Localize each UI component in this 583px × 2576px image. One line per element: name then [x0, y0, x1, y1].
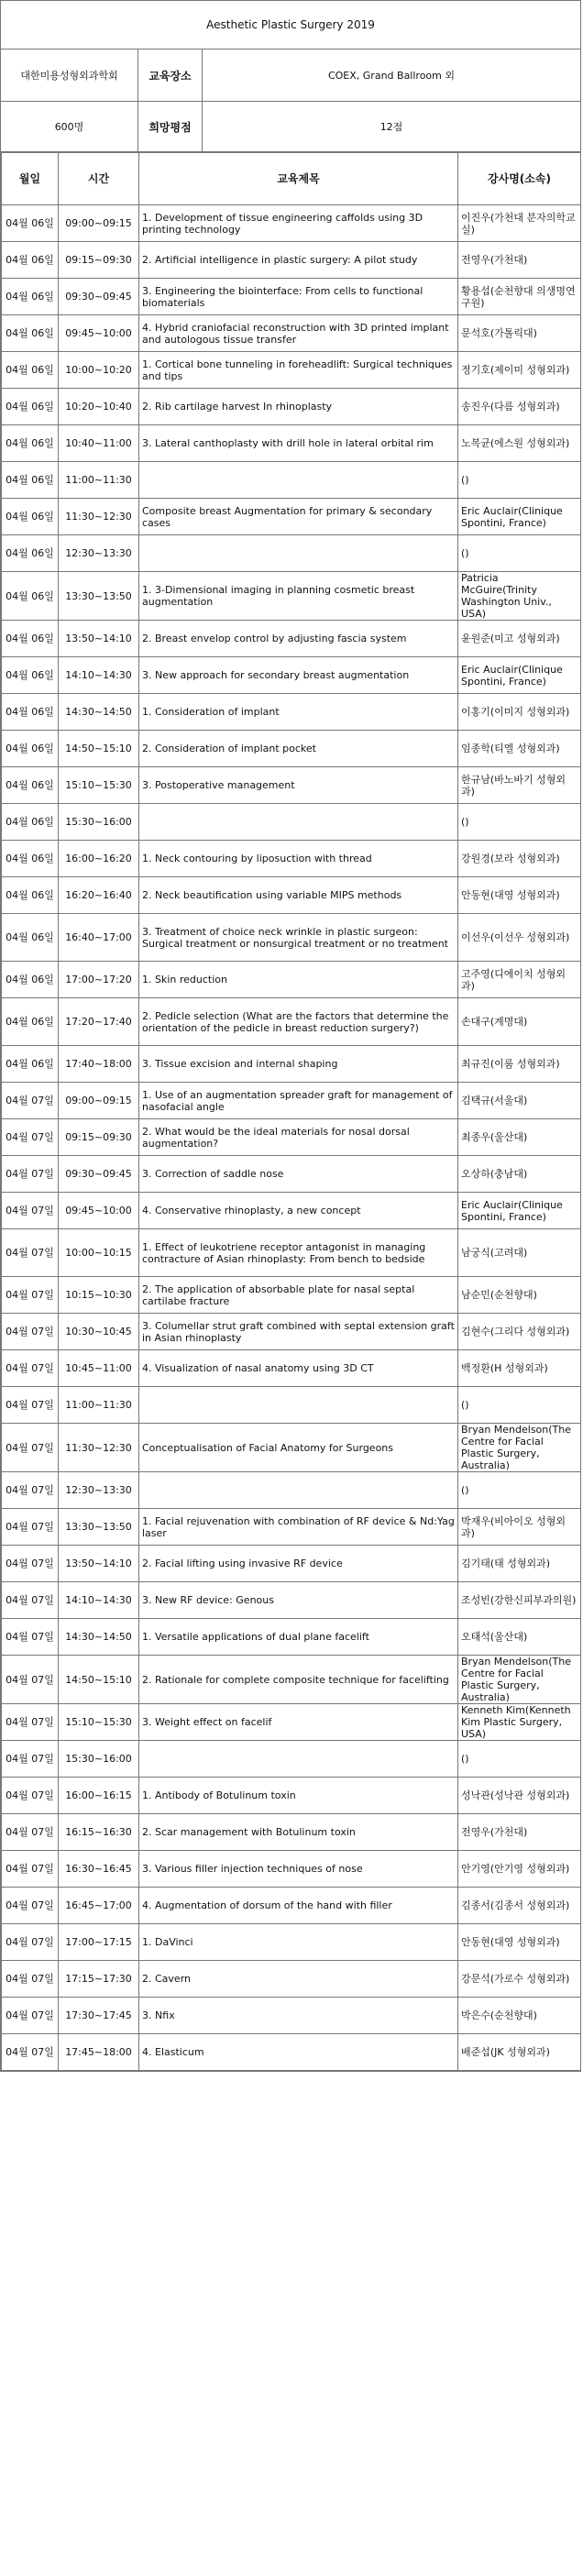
cell-title: 1. Antibody of Botulinum toxin: [139, 1778, 458, 1814]
cell-date: 04월 06일: [2, 804, 59, 841]
cell-date: 04월 07일: [2, 1277, 59, 1314]
cell-time: 09:00~09:15: [59, 205, 139, 242]
cell-title: 1. Skin reduction: [139, 962, 458, 998]
cell-time: 15:10~15:30: [59, 1704, 139, 1741]
cell-speaker: 박은수(순천향대): [458, 1998, 581, 2034]
table-row: [2, 1656, 581, 1704]
cell-title: 3. Treatment of choice neck wrinkle in plastic surgeon: Surgical treatment or nonsurgical treatment or no treatment: [139, 914, 458, 962]
cell-date: 04월 06일: [2, 242, 59, 279]
cell-date: 04월 06일: [2, 462, 59, 499]
cell-time: 15:30~16:00: [59, 1741, 139, 1778]
cell-date: 04월 07일: [2, 1924, 59, 1961]
cell-time: 09:30~09:45: [59, 1156, 139, 1193]
cell-time: 15:10~15:30: [59, 767, 139, 804]
cell-date: 04월 07일: [2, 1472, 59, 1509]
cell-speaker: 이홍기(이미지 성형외과): [458, 694, 581, 731]
table-row: [2, 1387, 581, 1424]
cell-title: [139, 1741, 458, 1778]
points-label: 희망평점: [138, 102, 203, 151]
table-row: [2, 914, 581, 962]
cell-time: 17:40~18:00: [59, 1046, 139, 1083]
cell-title: 2. Scar management with Botulinum toxin: [139, 1814, 458, 1851]
cell-date: 04월 07일: [2, 1424, 59, 1472]
cell-date: 04월 06일: [2, 425, 59, 462]
cell-date: 04월 06일: [2, 389, 59, 425]
cell-date: 04월 07일: [2, 1814, 59, 1851]
cell-date: 04월 07일: [2, 1156, 59, 1193]
table-row: [2, 1741, 581, 1778]
cell-date: 04월 06일: [2, 279, 59, 315]
cell-title: Conceptualisation of Facial Anatomy for Surgeons: [139, 1424, 458, 1472]
cell-title: 2. Neck beautification using variable MIPS methods: [139, 877, 458, 914]
cell-title: [139, 535, 458, 572]
cell-speaker: (): [458, 1741, 581, 1778]
table-row: [2, 1851, 581, 1888]
cell-speaker: 박재우(비아이오 성형외과): [458, 1509, 581, 1546]
cell-title: 3. Weight effect on facelif: [139, 1704, 458, 1741]
cell-title: Composite breast Augmentation for primary & secondary cases: [139, 499, 458, 535]
cell-title: [139, 462, 458, 499]
table-row: [2, 962, 581, 998]
cell-time: 13:30~13:50: [59, 572, 139, 621]
cell-speaker: 강원경(보라 성형외과): [458, 841, 581, 877]
cell-speaker: 전영우(가천대): [458, 242, 581, 279]
table-row: [2, 572, 581, 621]
cell-date: 04월 07일: [2, 1582, 59, 1619]
cell-time: 11:30~12:30: [59, 499, 139, 535]
cell-title: 2. Facial lifting using invasive RF device: [139, 1546, 458, 1582]
cell-speaker: 백정환(H 성형외과): [458, 1350, 581, 1387]
table-row: [2, 1424, 581, 1472]
table-row: [2, 1119, 581, 1156]
cell-time: 16:45~17:00: [59, 1888, 139, 1924]
cell-time: 14:50~15:10: [59, 1656, 139, 1704]
cell-date: 04월 07일: [2, 1193, 59, 1229]
table-row: [2, 389, 581, 425]
cell-title: [139, 804, 458, 841]
cell-time: 14:30~14:50: [59, 694, 139, 731]
cell-speaker: 조성빈(강한신피부과의원): [458, 1582, 581, 1619]
cell-speaker: (): [458, 535, 581, 572]
cell-time: 10:15~10:30: [59, 1277, 139, 1314]
header-date: 월일: [2, 153, 59, 205]
cell-time: 17:45~18:00: [59, 2034, 139, 2071]
cell-time: 17:00~17:15: [59, 1924, 139, 1961]
cell-title: 2. Breast envelop control by adjusting fascia system: [139, 621, 458, 657]
cell-date: 04월 07일: [2, 1387, 59, 1424]
cell-speaker: 오상하(충남대): [458, 1156, 581, 1193]
cell-speaker: (): [458, 804, 581, 841]
cell-speaker: Eric Auclair(Clinique Spontini, France): [458, 1193, 581, 1229]
cell-time: 10:45~11:00: [59, 1350, 139, 1387]
cell-title: 1. Development of tissue engineering caffolds using 3D printing technology: [139, 205, 458, 242]
cell-speaker: 김현수(그리다 성형외과): [458, 1314, 581, 1350]
cell-title: 2. Consideration of implant pocket: [139, 731, 458, 767]
table-row: [2, 1582, 581, 1619]
cell-title: 4. Visualization of nasal anatomy using 3D CT: [139, 1350, 458, 1387]
cell-date: 04월 07일: [2, 1229, 59, 1277]
cell-speaker: 노복균(에스원 성형외과): [458, 425, 581, 462]
cell-title: 2. Pedicle selection (What are the factors that determine the orientation of the pedicle in breast reduction surgery?): [139, 998, 458, 1046]
cell-time: 15:30~16:00: [59, 804, 139, 841]
cell-date: 04월 07일: [2, 1119, 59, 1156]
cell-date: 04월 07일: [2, 1314, 59, 1350]
cell-title: [139, 1472, 458, 1509]
cell-speaker: 전영우(가천대): [458, 1814, 581, 1851]
table-row: [2, 1156, 581, 1193]
cell-time: 14:50~15:10: [59, 731, 139, 767]
cell-speaker: 배준섭(JK 성형외과): [458, 2034, 581, 2071]
cell-date: 04월 06일: [2, 315, 59, 352]
cell-speaker: 김종서(김종서 성형외과): [458, 1888, 581, 1924]
cell-speaker: Bryan Mendelson(The Centre for Facial Plastic Surgery, Australia): [458, 1424, 581, 1472]
cell-title: 1. Effect of leukotriene receptor antagonist in managing contracture of Asian rhinoplasty: From bench to bedside: [139, 1229, 458, 1277]
cell-title: 2. The application of absorbable plate for nasal septal cartilabe fracture: [139, 1277, 458, 1314]
cell-time: 11:00~11:30: [59, 462, 139, 499]
table-row: [2, 1046, 581, 1083]
schedule-body: [2, 205, 581, 2071]
cell-date: 04월 07일: [2, 1961, 59, 1998]
table-header-row: [2, 153, 581, 205]
cell-date: 04월 06일: [2, 572, 59, 621]
table-row: [2, 462, 581, 499]
table-row: [2, 1924, 581, 1961]
table-row: [2, 621, 581, 657]
cell-speaker: 남순민(순천향대): [458, 1277, 581, 1314]
cell-time: 11:00~11:30: [59, 1387, 139, 1424]
cell-title: 1. Use of an augmentation spreader graft for management of nasofacial angle: [139, 1083, 458, 1119]
cell-title: 1. Versatile applications of dual plane facelift: [139, 1619, 458, 1656]
cell-time: 09:45~10:00: [59, 315, 139, 352]
cell-speaker: (): [458, 462, 581, 499]
cell-speaker: 안동현(대영 성형외과): [458, 1924, 581, 1961]
table-row: [2, 804, 581, 841]
points: 12점: [380, 121, 403, 133]
cell-date: 04월 07일: [2, 1083, 59, 1119]
cell-time: 14:30~14:50: [59, 1619, 139, 1656]
table-row: [2, 767, 581, 804]
table-row: [2, 1619, 581, 1656]
cell-speaker: 송진우(다름 성형외과): [458, 389, 581, 425]
cell-title: 3. Correction of saddle nose: [139, 1156, 458, 1193]
table-row: [2, 1193, 581, 1229]
cell-date: 04월 07일: [2, 1998, 59, 2034]
cell-time: 13:30~13:50: [59, 1509, 139, 1546]
cell-speaker: 김기태(태 성형외과): [458, 1546, 581, 1582]
cell-title: 3. Nfix: [139, 1998, 458, 2034]
header-time: 시간: [59, 153, 139, 205]
cell-time: 16:30~16:45: [59, 1851, 139, 1888]
header-speaker: 강사명(소속): [458, 153, 581, 205]
cell-speaker: 남궁식(고려대): [458, 1229, 581, 1277]
cell-date: 04월 06일: [2, 731, 59, 767]
cell-speaker: 오태석(울산대): [458, 1619, 581, 1656]
cell-date: 04월 06일: [2, 914, 59, 962]
table-row: [2, 694, 581, 731]
cell-speaker: 안기영(안기영 성형외과): [458, 1851, 581, 1888]
cell-speaker: 최종우(울산대): [458, 1119, 581, 1156]
cell-title: 2. What would be the ideal materials for nosal dorsal augmentation?: [139, 1119, 458, 1156]
cell-speaker: 이진우(가천대 분자의학교실): [458, 205, 581, 242]
schedule-table: [1, 152, 581, 2071]
cell-title: 1. Consideration of implant: [139, 694, 458, 731]
table-row: [2, 1472, 581, 1509]
table-row: [2, 1083, 581, 1119]
table-row: [2, 998, 581, 1046]
table-row: [2, 1961, 581, 1998]
cell-time: 09:45~10:00: [59, 1193, 139, 1229]
cell-title: 1. DaVinci: [139, 1924, 458, 1961]
cell-title: 4. Elasticum: [139, 2034, 458, 2071]
cell-time: 13:50~14:10: [59, 621, 139, 657]
cell-time: 10:00~10:15: [59, 1229, 139, 1277]
organizer: 대한미용성형외과학회: [1, 50, 138, 101]
cell-time: 11:30~12:30: [59, 1424, 139, 1472]
table-row: [2, 535, 581, 572]
table-row: [2, 315, 581, 352]
cell-date: 04월 06일: [2, 535, 59, 572]
cell-time: 09:15~09:30: [59, 1119, 139, 1156]
table-row: [2, 841, 581, 877]
info-row-points: [1, 102, 580, 152]
header-title: 교육제목: [139, 153, 458, 205]
cell-speaker: 정기호(제이미 성형외과): [458, 352, 581, 389]
cell-date: 04월 06일: [2, 499, 59, 535]
cell-date: 04월 06일: [2, 621, 59, 657]
cell-speaker: 김택규(서울대): [458, 1083, 581, 1119]
cell-time: 09:30~09:45: [59, 279, 139, 315]
cell-time: 10:20~10:40: [59, 389, 139, 425]
cell-speaker: (): [458, 1387, 581, 1424]
table-row: [2, 731, 581, 767]
cell-time: 16:00~16:15: [59, 1778, 139, 1814]
cell-date: 04월 07일: [2, 1888, 59, 1924]
cell-date: 04월 06일: [2, 962, 59, 998]
info-row-venue: [1, 50, 580, 102]
cell-title: 2. Rib cartilage harvest In rhinoplasty: [139, 389, 458, 425]
cell-speaker: 손대구(계명대): [458, 998, 581, 1046]
cell-speaker: 성낙관(성낙관 성형외과): [458, 1778, 581, 1814]
cell-date: 04월 06일: [2, 352, 59, 389]
cell-title: 3. Engineering the biointerface: From cells to functional biomaterials: [139, 279, 458, 315]
table-row: [2, 1509, 581, 1546]
cell-speaker: Eric Auclair(Clinique Spontini, France): [458, 657, 581, 694]
cell-title: 4. Hybrid craniofacial reconstruction with 3D printed implant and autologous tissue transfer: [139, 315, 458, 352]
cell-speaker: 고주영(디에이치 성형외과): [458, 962, 581, 998]
cell-title: 4. Conservative rhinoplasty, a new concept: [139, 1193, 458, 1229]
cell-speaker: 최규진(이룸 성형외과): [458, 1046, 581, 1083]
cell-time: 12:30~13:30: [59, 1472, 139, 1509]
cell-date: 04월 07일: [2, 1350, 59, 1387]
cell-speaker: 황용섭(순천향대 의생명연구원): [458, 279, 581, 315]
cell-title: 1. Cortical bone tunneling in foreheadlift: Surgical techniques and tips: [139, 352, 458, 389]
cell-title: 1. 3-Dimensional imaging in planning cosmetic breast augmentation: [139, 572, 458, 621]
cell-time: 17:30~17:45: [59, 1998, 139, 2034]
cell-title: 1. Facial rejuvenation with combination of RF device & Nd:Yag laser: [139, 1509, 458, 1546]
cell-time: 17:15~17:30: [59, 1961, 139, 1998]
cell-date: 04월 07일: [2, 2034, 59, 2071]
table-row: [2, 657, 581, 694]
cell-title: 3. Lateral canthoplasty with drill hole in lateral orbital rim: [139, 425, 458, 462]
cell-title: 3. Columellar strut graft combined with septal extension graft in Asian rhinoplasty: [139, 1314, 458, 1350]
venue: COEX, Grand Ballroom 외: [327, 70, 456, 82]
table-row: [2, 1546, 581, 1582]
table-row: [2, 1704, 581, 1741]
table-row: [2, 205, 581, 242]
cell-date: 04월 06일: [2, 657, 59, 694]
cell-date: 04월 06일: [2, 767, 59, 804]
table-row: [2, 1314, 581, 1350]
venue-label: 교육장소: [138, 50, 203, 101]
cell-title: 2. Rationale for complete composite technique for facelifting: [139, 1656, 458, 1704]
cell-title: 3. Tissue excision and internal shaping: [139, 1046, 458, 1083]
cell-time: 10:30~10:45: [59, 1314, 139, 1350]
cell-speaker: Patricia McGuire(Trinity Washington Univ., USA): [458, 572, 581, 621]
cell-speaker: Eric Auclair(Clinique Spontini, France): [458, 499, 581, 535]
cell-date: 04월 06일: [2, 205, 59, 242]
cell-time: 12:30~13:30: [59, 535, 139, 572]
cell-time: 17:20~17:40: [59, 998, 139, 1046]
cell-date: 04월 06일: [2, 998, 59, 1046]
table-row: [2, 1778, 581, 1814]
cell-speaker: 임종학(티엘 성형외과): [458, 731, 581, 767]
cell-title: 3. Postoperative management: [139, 767, 458, 804]
table-row: [2, 1277, 581, 1314]
cell-time: 16:00~16:20: [59, 841, 139, 877]
cell-time: 16:40~17:00: [59, 914, 139, 962]
page-title: Aesthetic Plastic Surgery 2019: [1, 1, 580, 50]
cell-time: 14:10~14:30: [59, 657, 139, 694]
cell-speaker: 이선우(이선우 성형외과): [458, 914, 581, 962]
cell-speaker: Kenneth Kim(Kenneth Kim Plastic Surgery, USA): [458, 1704, 581, 1741]
table-row: [2, 499, 581, 535]
table-row: [2, 877, 581, 914]
table-row: [2, 2034, 581, 2071]
cell-title: 3. New RF device: Genous: [139, 1582, 458, 1619]
cell-date: 04월 07일: [2, 1546, 59, 1582]
capacity: 600명: [1, 102, 138, 151]
cell-title: 2. Cavern: [139, 1961, 458, 1998]
cell-date: 04월 07일: [2, 1741, 59, 1778]
cell-time: 16:20~16:40: [59, 877, 139, 914]
cell-date: 04월 07일: [2, 1619, 59, 1656]
cell-title: [139, 1387, 458, 1424]
table-row: [2, 1888, 581, 1924]
cell-date: 04월 07일: [2, 1704, 59, 1741]
table-row: [2, 242, 581, 279]
cell-speaker: 윤원준(미고 성형외과): [458, 621, 581, 657]
cell-time: 10:40~11:00: [59, 425, 139, 462]
cell-title: 3. Various filler injection techniques of nose: [139, 1851, 458, 1888]
cell-speaker: (): [458, 1472, 581, 1509]
table-row: [2, 1350, 581, 1387]
cell-speaker: 문석호(가톨릭대): [458, 315, 581, 352]
cell-date: 04월 06일: [2, 841, 59, 877]
table-row: [2, 1998, 581, 2034]
cell-date: 04월 07일: [2, 1851, 59, 1888]
cell-speaker: Bryan Mendelson(The Centre for Facial Plastic Surgery, Australia): [458, 1656, 581, 1704]
cell-time: 09:15~09:30: [59, 242, 139, 279]
cell-title: 2. Artificial intelligence in plastic surgery: A pilot study: [139, 242, 458, 279]
table-row: [2, 279, 581, 315]
table-row: [2, 1814, 581, 1851]
cell-title: 4. Augmentation of dorsum of the hand with filler: [139, 1888, 458, 1924]
cell-time: 13:50~14:10: [59, 1546, 139, 1582]
cell-time: 09:00~09:15: [59, 1083, 139, 1119]
cell-time: 14:10~14:30: [59, 1582, 139, 1619]
cell-speaker: 안동현(대영 성형외과): [458, 877, 581, 914]
cell-date: 04월 06일: [2, 1046, 59, 1083]
cell-date: 04월 06일: [2, 694, 59, 731]
cell-time: 17:00~17:20: [59, 962, 139, 998]
cell-time: 16:15~16:30: [59, 1814, 139, 1851]
cell-time: 10:00~10:20: [59, 352, 139, 389]
cell-speaker: 강문석(가로수 성형외과): [458, 1961, 581, 1998]
table-row: [2, 425, 581, 462]
cell-title: 1. Neck contouring by liposuction with thread: [139, 841, 458, 877]
cell-speaker: 한규남(바노바기 성형외과): [458, 767, 581, 804]
cell-title: 3. New approach for secondary breast augmentation: [139, 657, 458, 694]
cell-date: 04월 06일: [2, 877, 59, 914]
table-row: [2, 352, 581, 389]
table-row: [2, 1229, 581, 1277]
cell-date: 04월 07일: [2, 1656, 59, 1704]
cell-date: 04월 07일: [2, 1509, 59, 1546]
cell-date: 04월 07일: [2, 1778, 59, 1814]
